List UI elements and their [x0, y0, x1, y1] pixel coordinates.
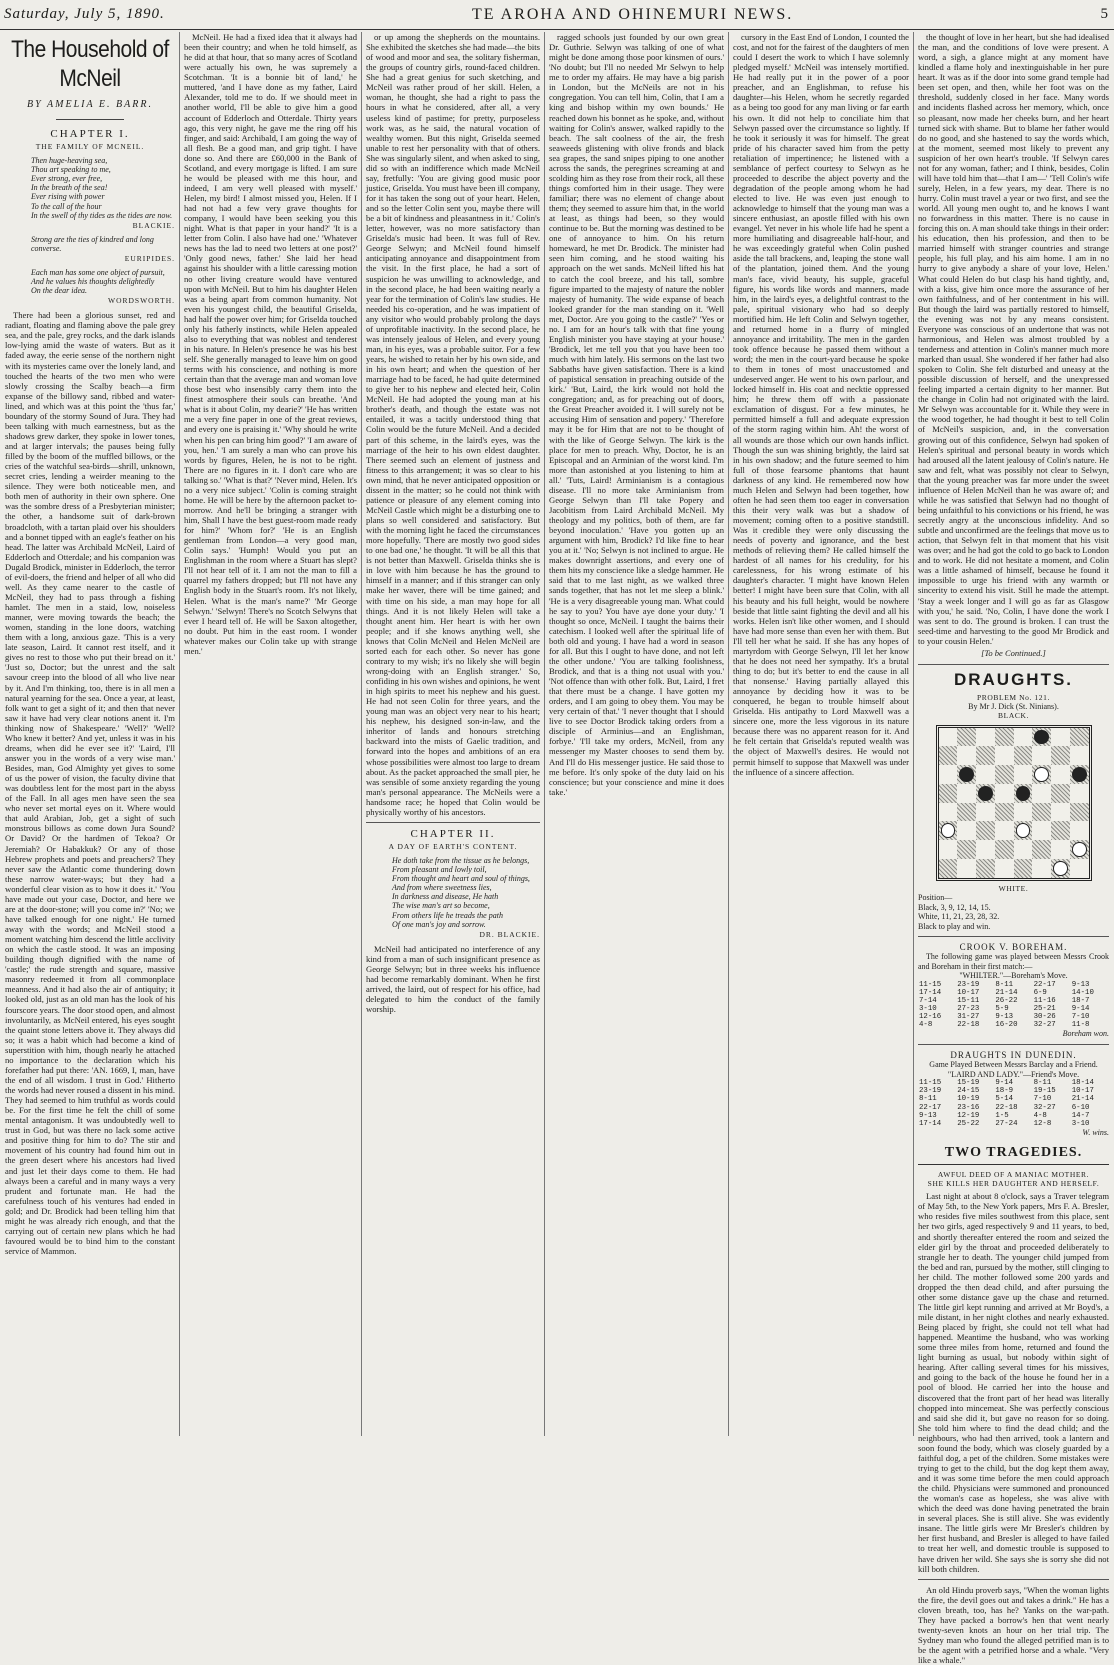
board-square: [939, 728, 958, 747]
board-square: [1070, 840, 1089, 859]
board-square: [976, 765, 995, 784]
board-square: [957, 746, 976, 765]
masthead: [0, 0, 1114, 30]
black-piece: [978, 786, 993, 801]
move-cell: 21-14: [995, 988, 1018, 997]
issue-date: Saturday, July 5, 1890.: [4, 6, 165, 22]
newspaper-title: TE AROHA AND OHINEMURI NEWS.: [471, 5, 794, 23]
verse-3: Each man has some one object of pursuit, And he values his thoughts delightedly On the dear idea.: [31, 267, 165, 296]
board-square: [957, 803, 976, 822]
move-cell: 5-14: [995, 1095, 1014, 1104]
move-cell: 30-26: [1033, 1013, 1056, 1022]
board-square: [976, 746, 995, 765]
column-rule: [913, 32, 914, 1436]
story-text: McNeil had anticipated no interference of any kind from a man of such insignificant presence as George Selwyn; but in three weeks his influence had become remarkably dominant. When he first arrived, the laird, out of respect for his office, had delegated to him the conduct of the family worship.: [366, 943, 540, 1015]
move-cell: 11-16: [1033, 996, 1056, 1005]
board-square: [1070, 728, 1089, 747]
move-cell: 11-15: [919, 1079, 942, 1088]
board-square: [957, 784, 976, 803]
chapter-heading: CHAPTER II.: [410, 827, 496, 840]
verse-1-source: BLACKIE.: [132, 220, 175, 230]
board-square: [1032, 746, 1051, 765]
board-square: [939, 746, 958, 765]
chapter-subheading: THE FAMILY OF MCNEIL.: [35, 141, 145, 151]
move-cell: 9-14: [1071, 1005, 1090, 1013]
chapter-subheading: A DAY OF EARTH'S CONTENT.: [388, 841, 518, 851]
move-cell: 17-14: [919, 988, 942, 997]
divider: [918, 664, 1109, 665]
page-number: 5: [1100, 6, 1108, 22]
board-square: [1051, 821, 1070, 840]
story-text: or up among the shepherds on the mountains. She exhibited the sketches she had made—the bits of wood and moor and sea, the solitary fisherman, the groups of country girls, round-faced children. She had a great genius for such sketching, and McNeil was rather proud of her skill. Helen, a woman, he thought, she had a right to pass the hours in what he considered, after all, a very useless kind of pastime; for pretty, purposeless work was, as he said, the natural vocation of wealthy women. But this night, Griselda seemed unable to rest her personality with that of others. She was singularly silent, and when asked to sing, did so with an indifference which made McNeil say, fretfully: 'You are giving good music poor justice, Griselda. You must have been ill company, for it has taken the song out of your heart. Helen, and so the letter Colin sent you, maybe there will be a bit of kindness and pleasantness in it.' Colin's letter, however, was no more satisfactory than Griselda's music had been. It was full of Rev. George Selwyn; and McNeil found himself anticipating annoyance and disappointment from the visit. In the first place, he had a sort of suspicion he was unwilling to acknowledge, and in the second place, he had been waiting nearly a year for the termination of Colin's law studies. He needed his co-operation, and he was impatient of any visitor who would probably prolong the days of unprofitable inactivity. In the second place, he was intensely jealous of Helen, and every young man, in his eyes, was a probable suitor. For a few years, he wished to retain her by his own side, and in his own heart; and when the question of her marriage had to be faced, he had quite determined to give her to his nephew and elected heir, Colin McNeil. He had adopted the young man at his brother's death, and though the estate was not entailed, it was a tacitly understood thing that Colin would be the future McNeil. And a decided part of this scheme, in the laird's eyes, was the marriage of the heir to his own eldest daughter. There seemed such an element of justness and fitness to this arrangement; it was so clear to his own mind, that he never anticipated opposition or dissent in the matter; so he could not think with patience or pleasure of any element coming into McNeil Castle which might be a disturbing one to plans so well considered and satisfactory. But with the morning light he faced the circumstances more hopefully. 'There are mostly two good sides to one bad one,' he thought. 'It will be all this that is not better than Maxwell. Griselda thinks she is in love with him because he has the ground to himself in a manner; and if this stranger can only make her waver, there will be time gained; and with time on his side, a man may hope for all things. And it is not likely Helen will take a thought anent him. Her heart is with her own people; and if she knows anything well, she knows that Colin McNeil and Helen McNeil are sorted each for each other. So never has gone contrary to my wish; it's no likely she will begin wrong-doing with an English stranger.' So, confiding in his own wishes and opinions, he went in high spirits to meet his nephew and his guest. He had not seen Colin for three years, and the young man was an object very near to his heart; his nephew, his designed son-in-law, and the inheritor of lands and honours stretching backward into the mists of Gaelic tradition, and forward into the hopes and ambitions of an era whose possibilities were almost too large to dream about. As the packet approached the small pier, he was sensible of some anxiety regarding the young man's personal appearance. The McNeils were a handsome race; he hoped that Colin would be physically worthy of his ancestors.: [366, 32, 541, 817]
board-square: [1032, 840, 1051, 859]
move-cell: 22-17: [919, 1103, 942, 1112]
move-cell: 14-7: [1071, 1111, 1090, 1120]
move-cell: 23-16: [957, 1103, 980, 1112]
board-square: [1014, 746, 1033, 765]
board-square: [995, 859, 1014, 878]
move-cell: 14-10: [1071, 988, 1094, 997]
board-black-label: BLACK.: [998, 710, 1029, 720]
tragedies-text: Last night at about 8 o'clock, says a Traver telegram of May 5th, to the New York papers, Mrs F. A. Bresler, who resides five miles southwest from this place, sent her two girls, aged respectively 9 and 11 years, to bed, and shortly thereafter entered the room and seized the elder girl by the throat and proceeded deliberately to strangle her to death. The younger child jumped from the bed and ran, pursued by the mother, still clinging to her child. The mother followed some 200 yards and dropped the then dead child, and after pursuing the other some distance gave up the chase and returned. The little girl kept running and arrived at Mr Boyd's, a mile distant, in her night clothes and nearly exhausted. Being placed by fright, she could not tell what had happened. Meantime the husband, who was working some three miles from home, returned and found the light burning as usual, but nobody within sight of hearing. After calling several times for his missives, and going to the back of the house he found her in a pool of blood. He carried her into the house and discovered that the front part of her head was literally chopped into mincemeat. She was perfectly conscious and said she did it, but gave no reason for so doing. She told him where to find the dead child; and the neighbours, who had then arrived, took a lantern and soon found the body, which was closely guarded by a faithful dog, a pet of the children. Some mistakes were trying to get to the child, but the dog kept them away, and it was some time before the men could approach the child. Physicians were summoned and pronounced the woman's case as hopeless, she was alive with which the deed was done having penetrated the brain in several places. She is still alive. She was evidently insane. The little girls were Mr Bresler's children by her first husband, and Bresler is alleged to have failed to treat her well, and domestic trouble is supposed to have driven her wild. She says she is sorry she did not kill both children.: [918, 1191, 1109, 1574]
move-cell: 27-23: [957, 1005, 980, 1013]
move-cell: 4-8: [1033, 1111, 1047, 1120]
board-square: [995, 765, 1014, 784]
board-square: [1032, 803, 1051, 822]
move-cell: 22-17: [1033, 980, 1056, 989]
move-cell: 9-13: [1071, 980, 1090, 989]
tragedies-subheading-1: AWFUL DEED OF A MANIAC MOTHER.: [937, 1169, 1090, 1179]
board-square: [976, 821, 995, 840]
board-square: [976, 784, 995, 803]
game2-moves: [918, 1079, 1109, 1128]
board-square: [976, 803, 995, 822]
move-cell: 12-16: [919, 1013, 942, 1022]
divider: [56, 119, 124, 120]
move-cell: 7-10: [1033, 1095, 1052, 1104]
board-square: [1014, 765, 1033, 784]
column-rule: [728, 32, 729, 1436]
board-square: [1070, 821, 1089, 840]
story-title: The Household of McNeil: [11, 36, 169, 92]
move-cell: 23-19: [919, 1087, 942, 1096]
white-piece: [1072, 842, 1087, 857]
move-cell: 25-21: [1033, 1005, 1056, 1013]
game2-opening: "LAIRD AND LADY."—Friend's Move.: [947, 1069, 1080, 1079]
draughts-heading: DRAUGHTS.: [953, 669, 1074, 689]
move-row: [918, 1079, 1109, 1087]
white-piece: [1016, 823, 1031, 838]
black-piece: [1016, 786, 1031, 801]
move-cell: 3-10: [919, 1005, 937, 1013]
move-cell: 12-19: [957, 1111, 980, 1120]
move-cell: 18-9: [995, 1087, 1014, 1096]
board-square: [1014, 803, 1033, 822]
board-square: [939, 821, 958, 840]
verse-2-source: EURIPIDES.: [124, 254, 175, 264]
game1-opening: "WHILTER."—Boreham's Move.: [959, 971, 1068, 981]
move-cell: 32-27: [1033, 1021, 1056, 1030]
board-square: [1014, 821, 1033, 840]
board-square: [976, 840, 995, 859]
move-row: [918, 981, 1109, 989]
move-cell: 10-17: [1071, 1087, 1094, 1096]
move-row: [918, 1112, 1109, 1120]
verse-4: He doth take from the tissue as he belongs, From pleasant and lowly toil, From thought and heart and soul of things, And from where sweetness lies, In darkness and disease, He hath The wise man's art so become, From others life he treads the path Of one man's joy and sorrow.: [392, 855, 530, 929]
move-cell: 8-11: [995, 980, 1014, 989]
board-square: [939, 859, 958, 878]
move-cell: 11-8: [1071, 1021, 1090, 1030]
move-row: [918, 989, 1109, 997]
move-cell: 17-14: [919, 1119, 942, 1128]
story-text: There had been a glorious sunset, red and radiant, floating and flaming above the pale grey sea, and the pale, grey rocks, and the dark islands low-lying amid the waste of waters. But as it faded away, the eerie sense of the northern night with its mysteries came over the lonely land, and touched the hearts of the two men who were slowly crossing the Scalby beach—a firm expanse of the billowy sand, ribbed and water-lined, and which was at this point the 'thus far,' boundary of the stormy Sound of Jura. They had been talking with much earnestness, but as the shadows grew darker, they spoke in lower tones, and at larger intervals; the pauses being fully filled by the boom of the muffled billows, or the cries of the watchful sea-birds—shrill, unknown, secret cries, lending a weirder meaning to the silence. They were both noticeable men, and both men of authority in their own sphere. One was the sombre dress of a Presbyterian minister; the other, a handsome suit of dark-brown broadcloth, with a tartan plaid over his shoulders and a bonnet tipped with an eagle's feather on his head. The latter was Archibald McNeil, Laird of Edderloch and Otterdale; and his companion was Dugald Brodick, minister in Edderloch, the terror of evil-doers, the friend and helper of all who did well. As they came nearer to the castle of McNeil, they had to pass through a fishing hamlet. The men in a staid, low, noiseless manner, were moving towards the beach; the women, standing in the lone doors, watching them with a long, anxious gaze. 'This is a very late season, Laird. It cannot rest itself, and it gives no rest to those who put their bread on it.' 'Just so, Doctor; but the unrest and the salt savour creep into the blood of all who live near by it. And I'm thinking, too, there is in all men a natural yearning for the sea. Once a year, at least, folk want to get a sight of it; and then that never saw it have had very clear notions anent it. I'm thinking now of Shakespeare.' 'Well?' 'Well? Who knew it better? And yet, unless it was in his dreams, when did he ever see it?' 'Laird, I'll answer you in the words of a very wise man.' Besides, man, God Almighty yet gives to some of us the power of vision, the faculty divine that was doubtless lent for the most part in the abyss of the Fall. In all ages men have seen the sea who never set mortal eyes on it. Where would that auld Arabian, Job, get a sight of such monstrous billows as come down Jura Sound? Or David? Or the hardmen of Tekoa? Or Jeremiah? Or Habakkuk? Or any of those Hebrew prophets and poets and preachers? They never saw the Atlantic come thundering down these narrow water-ways; but they had a wonderful clear vision as to how it does it.' 'You have made out your case, Doctor, and here we are at the door-stone; will you come in?' 'No; we have talked enough for one night.' He turned away with the words; and McNeil stood a moment watching him descend the little acclivity on which the castle stood. It was an imposing building though dignified with the name of 'castle;' the rude strength and square, massive masonry redeemed it from all commonplace meanness. And it had also the air of antiquity; it looked old, just as an old man has the look of his fourscore years. The door stood open, and almost involuntarily, as McNeil entered, his eyes sought the quaint stone letters above it. They always did so; it was a habit which had become a kind of superstition with him, though nearly he attached no importance to the declaration which his forefather had put there: 'AN. 1669, I, man, have the end of all wisdom. I trust in God.' Hitherto the words had never roused a dissent in his mind. They had seemed to him truthful as words could be. For the first time he felt the chill of some mental antagonism. It was undoubtedly well to trust in God, but was there no lack some active and positive thing for him to do? The stir and movement of his country had found him out in the green desert where his ancestors had lived and just let their days come to them. He had always been a careful and in many ways a very prudent and fortunate man. He had the carefulness touch of his ventures had ended in gold; and Dr. Brodick had been telling him that might he was already rich enough, and that the carrying out of certain new plans which he had favoured would be to bind him to the constant service of Mammon.: [5, 310, 175, 1257]
move-cell: 22-18: [995, 1103, 1018, 1112]
board-square: [1070, 803, 1089, 822]
board-white-label: WHITE.: [998, 883, 1029, 893]
move-cell: 19-15: [1033, 1087, 1056, 1096]
chapter-heading: CHAPTER I.: [50, 127, 130, 140]
column-rule: [544, 32, 545, 1436]
board-square: [1032, 784, 1051, 803]
board-square: [957, 859, 976, 878]
black-piece: [1034, 730, 1049, 745]
move-cell: 21-14: [1071, 1095, 1094, 1104]
board-square: [1014, 784, 1033, 803]
column-2: [184, 32, 357, 1436]
board-square: [976, 728, 995, 747]
move-cell: 23-19: [957, 980, 980, 989]
move-cell: 18-7: [1071, 996, 1090, 1005]
board-square: [1051, 784, 1070, 803]
story-text: McNeil. He had a fixed idea that it always had been their country; and when he told himself, as he did at that hour, that so many acres of Scotland were actually his own, he was supremely a Scotchman. 'It is a bonnie bit of land,' he muttered, 'and I have done as my father, Laird Alexander, told me to do. If we should meet in another world, I'll be able to give him a good account of Edderloch and Otterdale. Thirty years ago, this very night, he gave me the ring off his finger, and said: Archibald, I am going the way of all flesh. Be a good man, and grip tight. I have done so. And there are £60,000 in the Bank of Scotland, and every mortgage is lifted. I am sure he would be pleased with me this hour, and indeed, I am very well pleased with myself.' Helen, my bird! I almost missed you, Helen. If I had not had a few very grave thoughts for company, I would have been seeking you this night. What is that paper in your hand?' 'It is a letter from Colin. I also have had one.' 'Whatever news has the lad to need two letters at one post?' 'Only good news, father.' She laid her head against his shoulder with a little caressing motion no other living creature would have ventured upon with McNeil. But to him his daughter Helen was a being apart from common humanity. Not even his youngest child, the beautiful Griselda, had half the power over him; for Griselda touched only his fatherly instincts, while Helen appealed also to everything that was noblest and tenderest in his nature. In Helen's presence he was his best self. She generally managed to leave him on good terms with his conscience, and nothing is more certain than that the average man and woman love those best who insensibly carry them into the finest atmosphere their souls can breathe. 'And what is it about Colin, my dearie?' 'He has written me a very fine paper in one of the great reviews, and every one is praising it.' 'Why should he write when his pen can bring him good?' 'I am aware of you, hen.' 'I am surely a man who can prove his words by figures, Helen, he is not to be right. There are no figures in it. I don't care who are talking so.' 'What is that?' 'Never mind, Helen. It's no a very nice subject.' 'Colin is coming straight home. He will be here by the afternoon packet to-morrow. And he'll be bringing a stranger with him, Shall I have the best guest-room made ready for him?' 'Whom for?' 'He is an English gentleman from London—a very good man, Colin says.' 'Humph! Would you put an Englishman in the room where a Stuart has slept? I'll not hear tell of it. I am not the man to fill a quarrel my fathers dropped; but I'll not have any English body in the Stuart's room. It's not likely, Helen. What is the man's name?' 'Mr George Selwyn.' 'Selwyn! There's no Scotch Selwyns that ever I heard tell of. He will be Saxon altogether, no doubt. Put him in the east room. I wonder whatever makes our Colin take up with strange men.': [184, 32, 357, 656]
board-square: [957, 821, 976, 840]
problem-number: PROBLEM No. 121.: [977, 692, 1050, 702]
move-row: [918, 1120, 1109, 1128]
board-square: [1070, 784, 1089, 803]
board-square: [976, 859, 995, 878]
move-cell: 7-14: [919, 996, 937, 1005]
move-cell: 9-13: [919, 1111, 937, 1120]
move-cell: 22-18: [957, 1021, 980, 1030]
white-piece: [1053, 861, 1068, 876]
move-cell: 5-9: [995, 1005, 1009, 1013]
move-cell: 12-8: [1033, 1119, 1052, 1128]
story-text: the thought of love in her heart, but she had idealised the man, and the conditions of love were present. A word, a sigh, a glance might at any moment have kindled a flame holy and inextinguishable in her pure heart. It was as if the door into some grand temple had been set open, and then, while her foot was on the threshold, suddenly closed in her face. Many words and incidents flashed across her memory, which, once so pleasant, now made her cheeks burn, and her heart turned sick with shame. But to blame her father would do no good, and she hastened to say the words which, at the moment, seemed most likely to prevent any suspicion of her own heart's trouble. 'If Selwyn cares not for any woman, father; and I think, besides, Colin will have told him that—that I am—' 'Tell Colin's wife surely, Helen, in a few years, my dear. There is no hurry. Colin must travel a year or two first, and see the world. All young men ought to, and he knows I want no forwardness in this matter. There is no cause in forcing this on. A man should take things in their order: his education, then his profession, and then to be married himself with stranger countries and strange people, his full play, and his aim home. I am in no hurry to give anybody a share of your love, Helen.' What could Helen do but clasp his hand tightly, and, with a kiss, give him once more the assurance of her own faithfulness, and of her contentment in his will. But though the laird was partially restored to himself, the evening was not by any means consistent. Everyone was conscious of an undertone that was not harmonious, and Helen was almost troubled by a tenderness and attention in Colin's manner much more marked than usual. She wondered if her father had also spoken to Colin. She felt disturbed and uneasy at the possible discussion of herself, and the unexpressed feeling imparted a certain dignity to her manner. But the change in Colin had not originated with the laird. Mr Selwyn was accountable for it. While they were in the wood together, he had thought it best to tell Colin of McNeil's suspicion, and, in the conversation growing out of this confidence, Selwyn had spoken of Helen's spiritual and personal beauty in words which had aroused all the latent jealousy of Colin's nature. He saw and felt, what was possibly not clear to Selwyn, that the young preacher was far more under the sweet influence of Helen McNeil than he was aware of; and while he was satisfied that Selwyn had no thought of being unfaithful to his convictions or his friend, he was secretly angry at the unconscious infidelity. And so subtle and unconfirmed are the feelings that move us to action, that Selwyn felt in that moment that his visit was over; and he had got the cold to go back to London and to work. He did not hesitate a moment, and Colin was a little ashamed of himself, because he found it impossible to urge his friend with any warmth or sincerity to extend his visit. Still he made the attempt. 'Stay a week longer and I will go as far as Glasgow with you,' he said. 'No, Colin, I have done the work I was sent to do. The ground is broken. I can trust the seed-time and harvesting to the good Mr Brodick and to your cousin Helen.': [918, 32, 1109, 646]
move-cell: 6-9: [1033, 988, 1047, 997]
move-cell: 31-27: [957, 1013, 980, 1022]
move-cell: 32-27: [1033, 1103, 1056, 1112]
move-cell: 7-10: [1071, 1013, 1090, 1022]
move-cell: 8-11: [919, 1095, 937, 1104]
move-cell: 10-19: [957, 1095, 980, 1104]
column-5: [733, 32, 909, 1436]
move-cell: 24-15: [957, 1087, 980, 1096]
board-square: [939, 803, 958, 822]
board-square: [1051, 765, 1070, 784]
divider: [918, 1579, 1109, 1580]
tragedies-subheading-2: SHE KILLS HER DAUGHTER AND HERSELF.: [927, 1178, 1100, 1188]
board-square: [995, 728, 1014, 747]
board-square: [1051, 728, 1070, 747]
white-piece: [941, 823, 956, 838]
move-cell: 6-10: [1071, 1103, 1090, 1112]
board-square: [939, 840, 958, 859]
board-square: [995, 803, 1014, 822]
move-cell: 1-5: [995, 1111, 1009, 1120]
move-cell: 15-11: [957, 996, 980, 1005]
column-3: [366, 32, 540, 1436]
verse-1: Then huge-heaving sea, Thou art speaking to me, Ever strong, ever free, In the breath of the sea! Ever rising with power To the call of the hour In the swell of thy tides as the tides are now.: [31, 155, 173, 220]
move-cell: 16-20: [995, 1021, 1018, 1030]
board-square: [939, 784, 958, 803]
game1-title: CROOK V. BOREHAM.: [959, 941, 1068, 952]
board-square: [1051, 840, 1070, 859]
story-text: cursory in the East End of London, I counted the cost, and not for the fairest of the daughters of men could I desert the work to which I have solemnly pledged myself.' McNeil was intensely mortified. He had really put it in the power of a poor preacher, and an Englishman, to refuse his daughter—his Helen, whom he secretly regarded as a being too good for any man living or far earth his own. It did not help to conciliate him that Selwyn passed over the circumstance so lightly. If he took it seriously it was for himself. The great pride of his character saved him from the petty retaliation of impertinence; he listened with a semblance of perfect courtesy to Selwyn as he proceeded to describe the abject poverty and the degradation of the people among whom he had elected to live. He was even just enough to acknowledge to himself that the young man was a sincere enthusiast, an apostle filled with his own evangel. Yet never in his whole life had he spent a more humiliating and disagreeable half-hour, and he was exceedingly grateful when Colin pushed aside the tall brackens, and, leaping the stone wall of the plantation, joined them. And the young man's face, vivid beauty, his supple, graceful figure, his words like words and manners, made him, in the laird's eyes, a delightful contrast to the pale, spiritual visionary who had so deeply mortified him. He left Colin and Selwyn together, and returned home in a flurry of mingled annoyance and irritability. The men in the garden took offence because he passed them without a word; the men in the court-yard because he spoke to them in tones of most unaccustomed and undeserved anger. He went to his own parlour, and locked himself in. His coat and necktie oppressed him; he threw them off with a passionate exclamation of disgust. For a few minutes, he permitted himself a full and adequate expression of the storm raging within him. Ah! the worst of all wounds are those which our own hands inflict. Though the sun was shining brightly, the laird sat in his own shadow; and the future seemed to him full of those fearsome phantoms that haunt darkness of any kind. He remembered now how much Helen and Selwyn had been together, how often he had seen them too eager in conversation this their very walk was but a shadow of movement; coming often to a positive standstill. Was it credible they were only discussing the needs of poverty and ignorance, and the best methods of relieving them? He called himself the hardest of all names for his credulity, for his carelessness, for his wrong estimate of his daughter's character. 'I might have known Helen better! I might have been sure that Colin, with all his beauty and his full height, would be nowhere beside that little saint fighting the devil and all his works. Helen isn't like other women, and I should have had more sense than even her with them. But I'll tell her what he said. If she has any hopes of martyrdom with George Selwyn, I'll let her know that he does not need her sympathy. It's a brutal thing to do; but it's better to end the cause in all that nonsense.' Having partially allayed this annoyance by deciding how it was to be conquered, he began to trouble himself about Griselda. His antipathy to Lord Maxwell was a sincere one, more the less vigorous in its nature because there was no apparent reason for it. And he felt certain that Griselda's reputed wealth was the object of Maxwell's desires. He would not permit himself to suppose that Maxwell was under the influence of a sincere affection.: [733, 32, 909, 777]
game1-intro: The following game was played between Messrs Crook and Boreham in their first match:—: [918, 952, 1109, 971]
draughts-board: [936, 725, 1092, 881]
continued-notice: [To be Continued.]: [981, 647, 1046, 658]
problem-author: By Mr J. Dick (St. Ninians).: [968, 702, 1059, 712]
verse-2: Strong are the ties of kindred and long converse.: [31, 234, 154, 253]
board-square: [1014, 840, 1033, 859]
divider: [366, 822, 540, 823]
tragedies-heading: TWO TRAGEDIES.: [918, 1145, 1109, 1164]
board-square: [1070, 765, 1089, 784]
paragraph-miscellany: An old Hindu proverb says, "When the woman lights the fire, the devil goes out and takes a drink." He has a cloven breath, too, has he? Yanks on the war-path. They have packed a borrow's hen that went nearly twenty-seven knots an hour on her trial trip. The Sydney man who found the alleged petrified man is to be the agent with a petrified horse and a whale. "Very like a whale.": [918, 1584, 1109, 1665]
move-cell: 4-8: [919, 1021, 933, 1030]
move-row: [918, 1095, 1109, 1103]
move-cell: 15-19: [957, 1079, 980, 1088]
column-4: [549, 32, 724, 1436]
board-square: [995, 746, 1014, 765]
move-cell: 26-22: [995, 996, 1018, 1005]
divider: [918, 1044, 1109, 1045]
board-square: [939, 765, 958, 784]
board-square: [957, 765, 976, 784]
board-square: [1032, 765, 1051, 784]
move-cell: 9-13: [995, 1013, 1014, 1022]
move-row: [918, 1087, 1109, 1095]
move-cell: 10-17: [957, 988, 980, 997]
move-cell: 27-24: [995, 1119, 1018, 1128]
board-square: [1014, 728, 1033, 747]
move-row: [918, 1104, 1109, 1112]
to-play: Black to play and win.: [918, 921, 991, 931]
game1-result: Boreham won.: [1062, 1029, 1109, 1039]
game2-title: DRAUGHTS IN DUNEDIN.: [950, 1049, 1077, 1060]
column-6: [918, 32, 1109, 1665]
board-square: [1014, 859, 1033, 878]
move-row: [918, 1013, 1109, 1021]
game2-intro: Game Played Between Messrs Barclay and a Friend.: [929, 1060, 1098, 1070]
white-position: White, 11, 21, 23, 28, 32.: [918, 912, 1000, 922]
divider: [918, 936, 1109, 937]
board-square: [957, 840, 976, 859]
board-square: [1051, 803, 1070, 822]
move-row: [918, 1005, 1109, 1013]
verse-3-source: WORDSWORTH.: [107, 296, 175, 306]
column-rule: [179, 32, 180, 1436]
story-byline: BY AMELIA E. BARR.: [27, 99, 153, 111]
white-piece: [1034, 767, 1049, 782]
board-square: [1032, 859, 1051, 878]
board-square: [995, 840, 1014, 859]
move-row: [918, 1021, 1109, 1029]
column-1: [5, 32, 175, 1436]
move-cell: 25-22: [957, 1119, 980, 1128]
board-square: [995, 821, 1014, 840]
board-square: [1070, 859, 1089, 878]
board-square: [995, 784, 1014, 803]
move-cell: 11-15: [919, 980, 942, 989]
black-piece: [959, 767, 974, 782]
game2-result: W. wins.: [1082, 1127, 1109, 1137]
position-label: Position—: [918, 893, 953, 903]
move-cell: 8-11: [1033, 1079, 1052, 1088]
move-cell: 9-14: [995, 1079, 1014, 1088]
column-rule: [361, 32, 362, 1436]
board-square: [957, 728, 976, 747]
board-square: [1032, 728, 1051, 747]
black-position: Black, 3, 9, 12, 14, 15.: [918, 902, 991, 912]
board-square: [1032, 821, 1051, 840]
move-cell: 3-10: [1071, 1119, 1090, 1128]
move-row: [918, 997, 1109, 1005]
story-text: ragged schools just founded by our own great Dr. Guthrie. Selwyn was talking of one of what might be done among those poor kinsmen of ours.' 'No doubt; but I'll no needed Mr Selwyn to help me to order my affairs. He may have a big parish in London, but the McNeils are not in his congregation. You can tell him, Colin, that I am a king and bishop within my own bounds.' He reached down his bonnet as he spoke, and, without waiting for Colin's answer, walked rapidly to the beach. The salt coolness of the air, the fresh seaweeds glistening with olive fronds and black sea grapes, the sand snipes piping to one another across the sands, the peregrines screaming at and scolding him as they rose from their rock, all these things comforted him in their usage. They were familiar; there was no element of change about them; they seemed to assure him that, in the world at least, as things had been, so they would continue to be. But the morning was destined to be one of annoyance to him. On his return homeward, he met Dr. Brodick. The minister had seen him coming, and he stood waiting his approach on the wet sands. McNeil lifted his hat to catch the cool breeze, and his tall, sombre figure imparted to the majesty of nature the nobler majesty of humanity. The wide expanse of beach looked grander for the man standing on it. 'Well met, Doctor. Are you going to the castle?' 'Yes or no. I am for an hour's talk with that fine young English minister you have staying at your house.' 'Brodick, let me tell you that you have been too much with him lately. His sermons on the last two Sabbaths have given satisfaction. There is a kind of papistical sensation in preaching outside of the kirk.' 'But, Laird, the kirk would not hold the congregation; and, as for preaching out of doors, the Great Preacher avoided it. I will surely not be accusing Him of sensation and popery.' 'Therefore may it be for Him that are not to be thought of with the like of George Selwyn. The kirk is the place for men to preach. Why, Doctor, he is an Episcopal and an Arminian of the worst kind. I'm more than astonished at you listening to him at all.' 'Tuts, Laird! Arminianism is a contagious disease. I'll no more take Arminianism from George Selwyn than I'll take Popery and Jacobitism from Laird Archibald McNeil. My theology and my politics, both of them, are far beyond inoculation.' 'Have you gotten up an argument with him, Brodick? I'd like fine to hear you at it.' 'No; Selwyn is not inclined to argue. He makes downright assertions, and every one of them hits my conscience like a sledge hammer. He said that to me last night, as we walked three sands together, that has not let me sleep a blink.' 'He is a very disagreeable young man. What could he say to you? You have aye done your duty.' 'I thought so once, McNeil. I taught the bairns their catechism. I looked well after the spiritual life of both old and young. I have had a word in season for all. But this I ought to have done, and not left the other undone.' 'You are talking foolishness, Brodick, and that is a thing not usual with you.' 'Not offence than with other folk. But, Laird, I fret that there must be a change. I have gotten my orders, and I am going to obey them. You may be very certain of that.' 'I never thought that I should live to see Doctor Brodick taking orders from a disciple of Arminius—and an Englishman, forbye.' 'I'll take my orders, McNeil, from any messenger my Master chooses to send them by. And I'll do His messenger justice. He said those to me before. It's only spoke of the duty laid on his conscience; but your conscience and mine it does take.': [549, 32, 724, 797]
board-square: [1070, 746, 1089, 765]
board-square: [1051, 746, 1070, 765]
black-piece: [1072, 767, 1087, 782]
game1-moves: [918, 981, 1109, 1030]
verse-4-source: DR. BLACKIE.: [479, 930, 540, 940]
move-cell: 18-14: [1071, 1079, 1094, 1088]
board-square: [1051, 859, 1070, 878]
